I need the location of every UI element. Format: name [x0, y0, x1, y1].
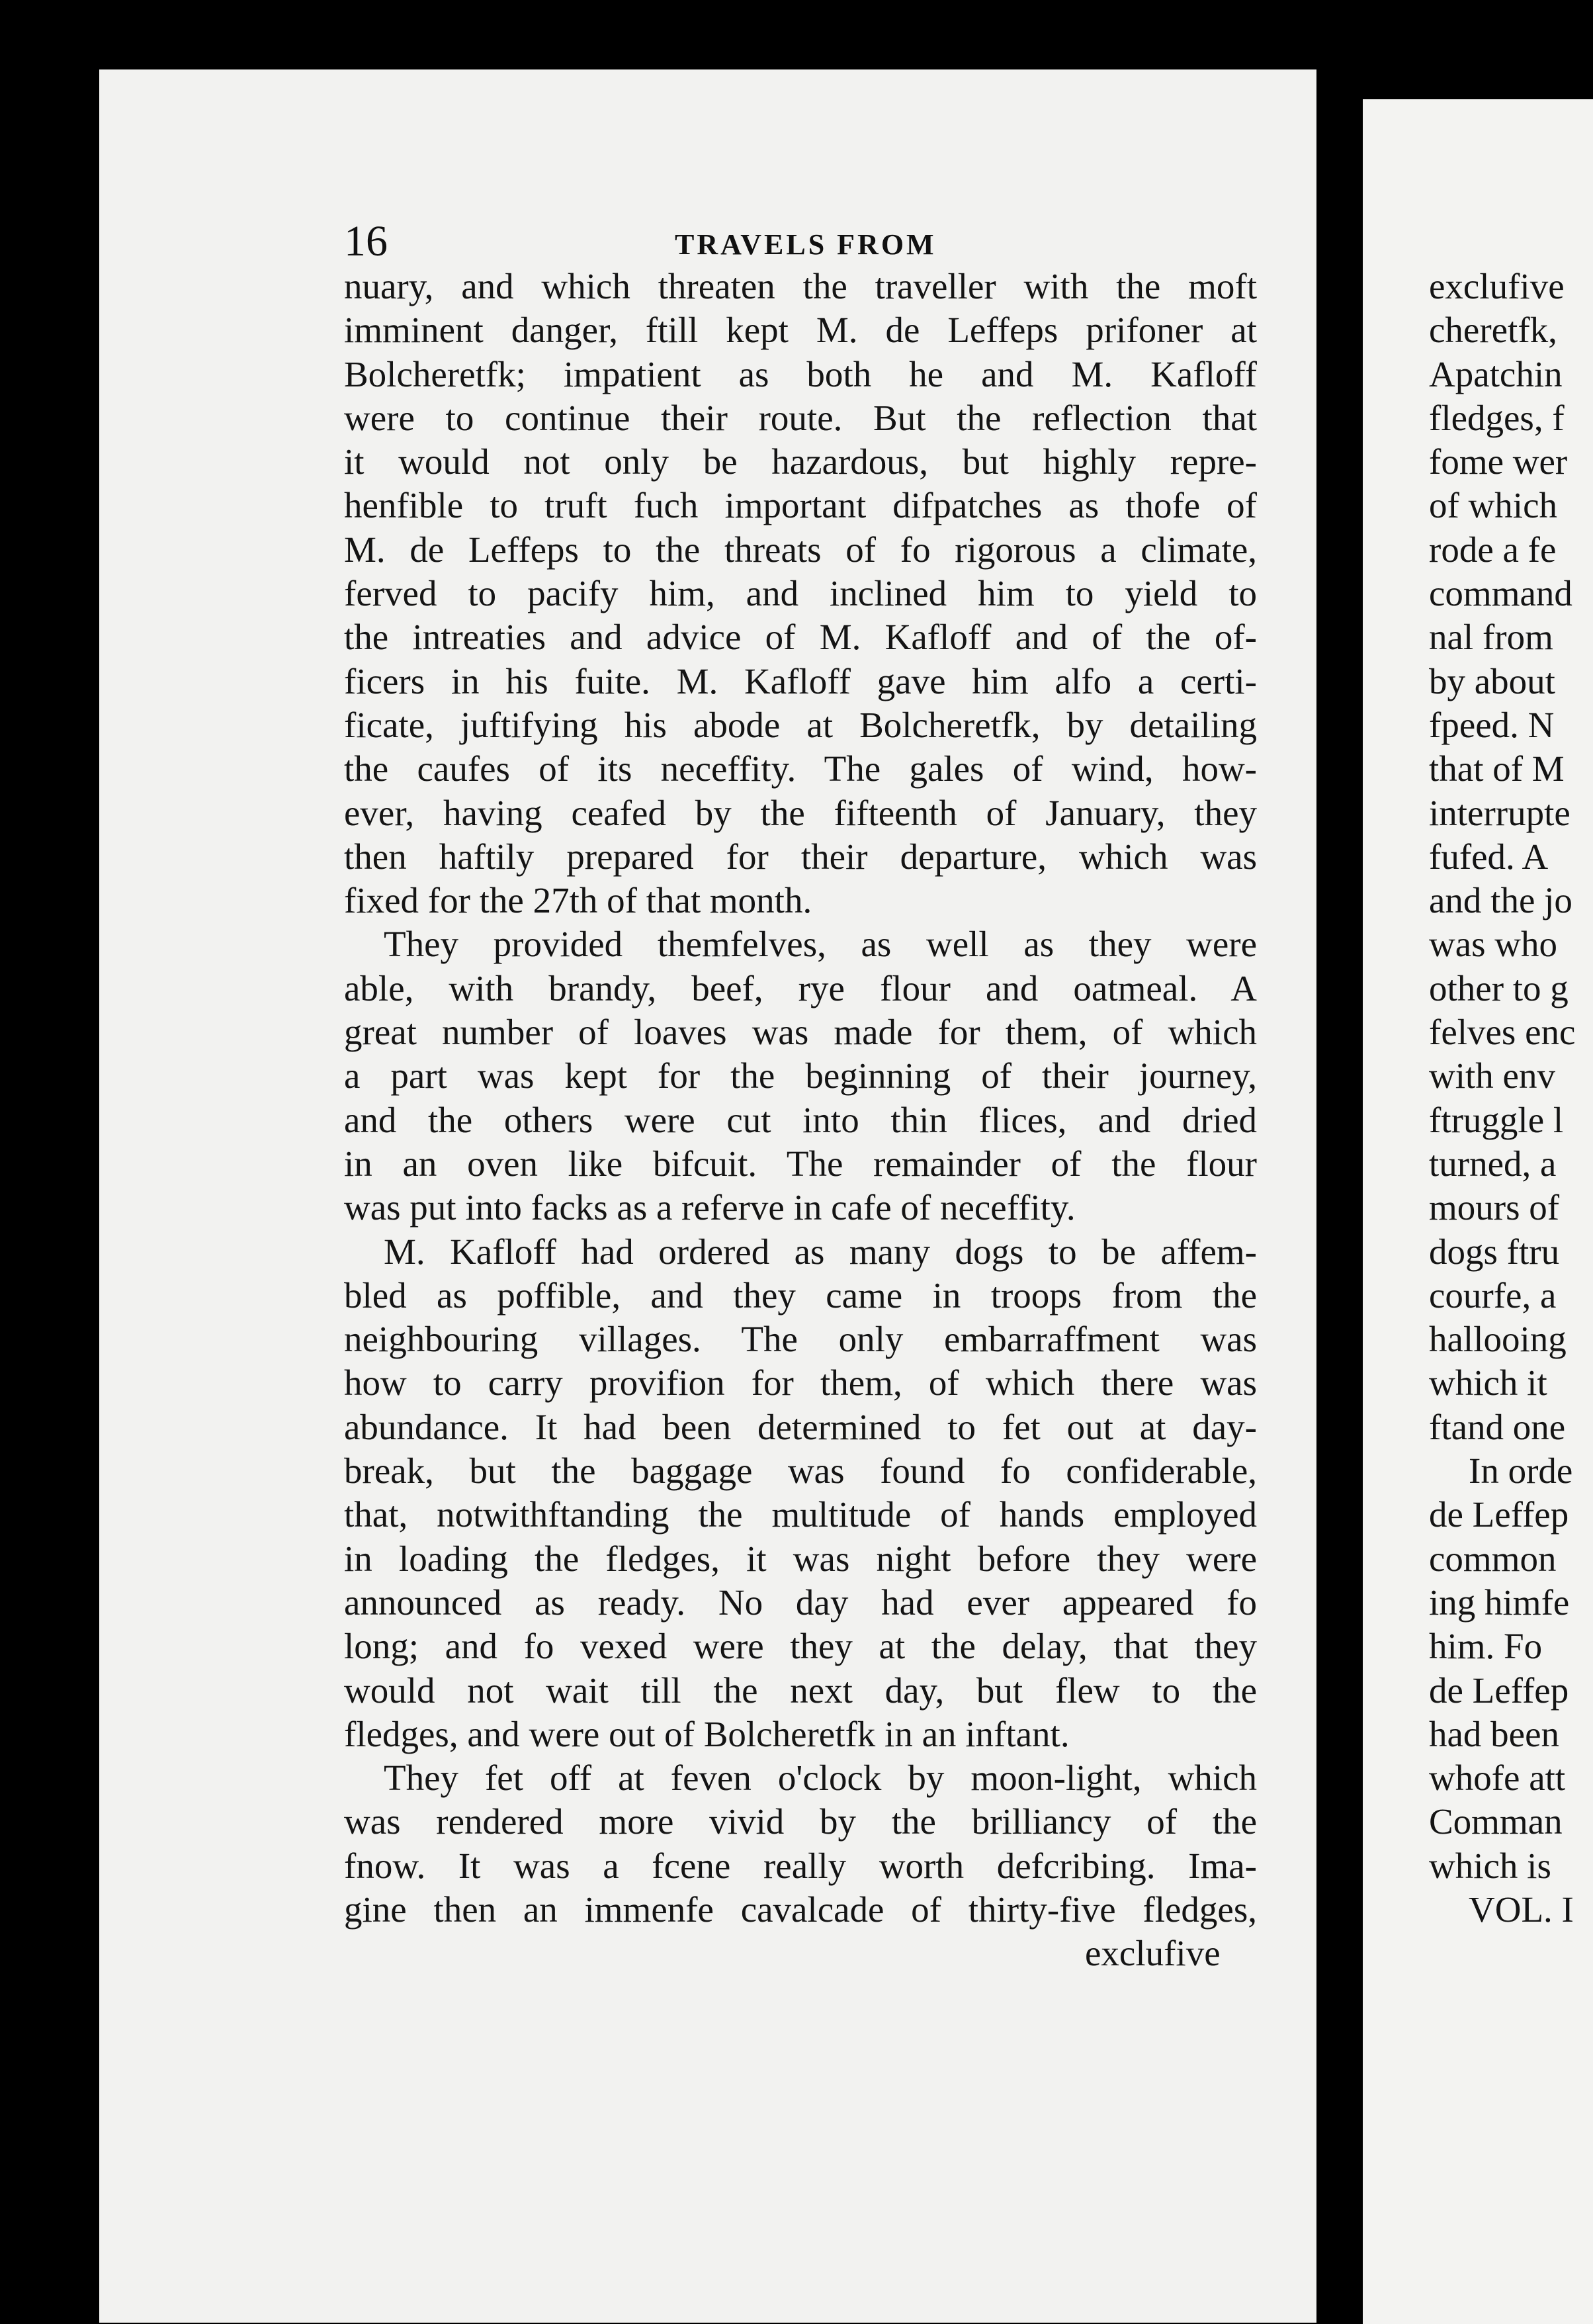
text-line: of which: [1429, 485, 1557, 526]
text-line: Apatchin: [1429, 353, 1563, 394]
text-line: by about: [1429, 660, 1555, 701]
text-line: ftand one: [1429, 1406, 1566, 1447]
text-line: ftruggle l: [1429, 1099, 1564, 1140]
text-line: break, but the baggage was found fo confiderable,: [344, 1451, 1257, 1492]
text-line: interrupte: [1429, 792, 1571, 833]
text-line: him. Fo: [1429, 1626, 1543, 1667]
text-line: ever, having ceafed by the fifteenth of January, they: [344, 792, 1257, 833]
text-line: how to carry provifion for them, of which there was: [344, 1363, 1257, 1404]
text-line: would not wait till the next day, but flew to the: [344, 1670, 1257, 1711]
text-line: with env: [1429, 1055, 1555, 1096]
text-line: hallooing: [1429, 1319, 1567, 1360]
text-line: gine then an immenfe cavalcade of thirty-five fledges,: [344, 1889, 1257, 1930]
text-line: rode a fe: [1429, 529, 1557, 570]
text-line: it would not only be hazardous, but highly repre-: [344, 441, 1257, 482]
text-line: was rendered more vivid by the brilliancy of the: [344, 1801, 1257, 1842]
right-page-body: [1429, 265, 1593, 1932]
text-line: was who: [1429, 924, 1558, 965]
text-line: in an oven like bifcuit. The remainder of the flour: [344, 1143, 1257, 1184]
text-line: were to continue their route. But the reflection that: [344, 397, 1257, 438]
text-line: They provided themfelves, as well as they were: [384, 924, 1257, 965]
text-line: cheretfk,: [1429, 310, 1557, 351]
text-line: courfe, a: [1429, 1274, 1557, 1316]
text-line: whofe att: [1429, 1758, 1566, 1799]
text-line: great number of loaves was made for them, of which: [344, 1012, 1257, 1053]
text-line: fpeed. N: [1429, 704, 1555, 745]
text-line: turned, a: [1429, 1143, 1557, 1184]
text-line: ficate, juftifying his abode at Bolcheretfk, by detailing: [344, 704, 1257, 745]
text-line: M. de Leffeps to the threats of fo rigorous a climate,: [344, 529, 1257, 570]
text-line: long; and fo vexed were they at the delay, that they: [344, 1626, 1257, 1667]
catchword: exclufive: [1085, 1933, 1221, 1973]
text-line: then haftily prepared for their departure, which was: [344, 836, 1257, 877]
text-line: was put into facks as a referve in cafe of neceffity.: [344, 1187, 1076, 1228]
text-line: other to g: [1429, 967, 1569, 1008]
page-header: [344, 218, 1257, 265]
text-line: that of M: [1429, 748, 1565, 789]
text-line: that, notwithftanding the multitude of hands employed: [344, 1494, 1257, 1535]
text-line: fixed for the 27th of that month.: [344, 880, 812, 921]
text-line: fledges, f: [1429, 397, 1565, 438]
text-line: nuary, and which threaten the traveller with the moft: [344, 266, 1257, 306]
text-line: ficers in his fuite. M. Kafloff gave him alfo a certi-: [344, 660, 1257, 701]
text-line: mours of: [1429, 1187, 1560, 1228]
text-line: command: [1429, 573, 1572, 614]
text-line: Bolcheretfk; impatient as both he and M. Kafloff: [344, 353, 1257, 394]
text-line: in loading the fledges, it was night before they were: [344, 1538, 1257, 1579]
text-line: M. Kafloff had ordered as many dogs to be affem-: [384, 1231, 1257, 1272]
left-page-body: [344, 265, 1257, 1932]
text-line: announced as ready. No day had ever appeared fo: [344, 1582, 1257, 1623]
text-line: dogs ftru: [1429, 1231, 1560, 1272]
text-line: imminent danger, ftill kept M. de Leffeps prifoner at: [344, 310, 1257, 351]
text-line: They fet off at feven o'clock by moon-light, which: [384, 1758, 1257, 1799]
text-line: which it: [1429, 1363, 1547, 1404]
text-line: felves enc: [1429, 1012, 1576, 1053]
text-line: the caufes of its neceffity. The gales of wind, how-: [344, 748, 1257, 789]
text-line: common: [1429, 1538, 1557, 1579]
page-number: 16: [344, 217, 388, 265]
running-head: TRAVELS FROM: [675, 228, 937, 261]
text-line: VOL. I: [1469, 1889, 1574, 1930]
text-line: fledges, and were out of Bolcheretfk in an inftant.: [344, 1713, 1070, 1754]
text-line: Comman: [1429, 1801, 1563, 1842]
text-line: and the jo: [1429, 880, 1572, 921]
text-line: henfible to truft fuch important difpatches as thofe of: [344, 485, 1257, 526]
text-line: bled as poffible, and they came in troops from the: [344, 1274, 1257, 1316]
text-line: de Leffep: [1429, 1494, 1569, 1535]
text-line: neighbouring villages. The only embarraffment was: [344, 1319, 1257, 1360]
text-line: able, with brandy, beef, rye flour and oatmeal. A: [344, 967, 1257, 1008]
text-line: which is: [1429, 1845, 1551, 1886]
text-line: fnow. It was a fcene really worth defcribing. Ima-: [344, 1845, 1257, 1886]
text-line: the intreaties and advice of M. Kafloff and of the of-: [344, 617, 1257, 658]
text-line: exclufive: [1429, 266, 1565, 306]
text-line: abundance. It had been determined to fet out at day-: [344, 1406, 1257, 1447]
text-line: nal from: [1429, 617, 1553, 658]
text-line: had been: [1429, 1713, 1559, 1754]
text-line: ferved to pacify him, and inclined him to yield to: [344, 573, 1257, 614]
text-line: fufed. A: [1429, 836, 1549, 877]
text-line: fome wer: [1429, 441, 1568, 482]
text-line: In orde: [1469, 1451, 1573, 1492]
text-line: and the others were cut into thin flices, and dried: [344, 1099, 1257, 1140]
text-line: de Leffep: [1429, 1670, 1569, 1711]
text-line: a part was kept for the beginning of their journey,: [344, 1055, 1257, 1096]
text-line: ing himfe: [1429, 1582, 1570, 1623]
